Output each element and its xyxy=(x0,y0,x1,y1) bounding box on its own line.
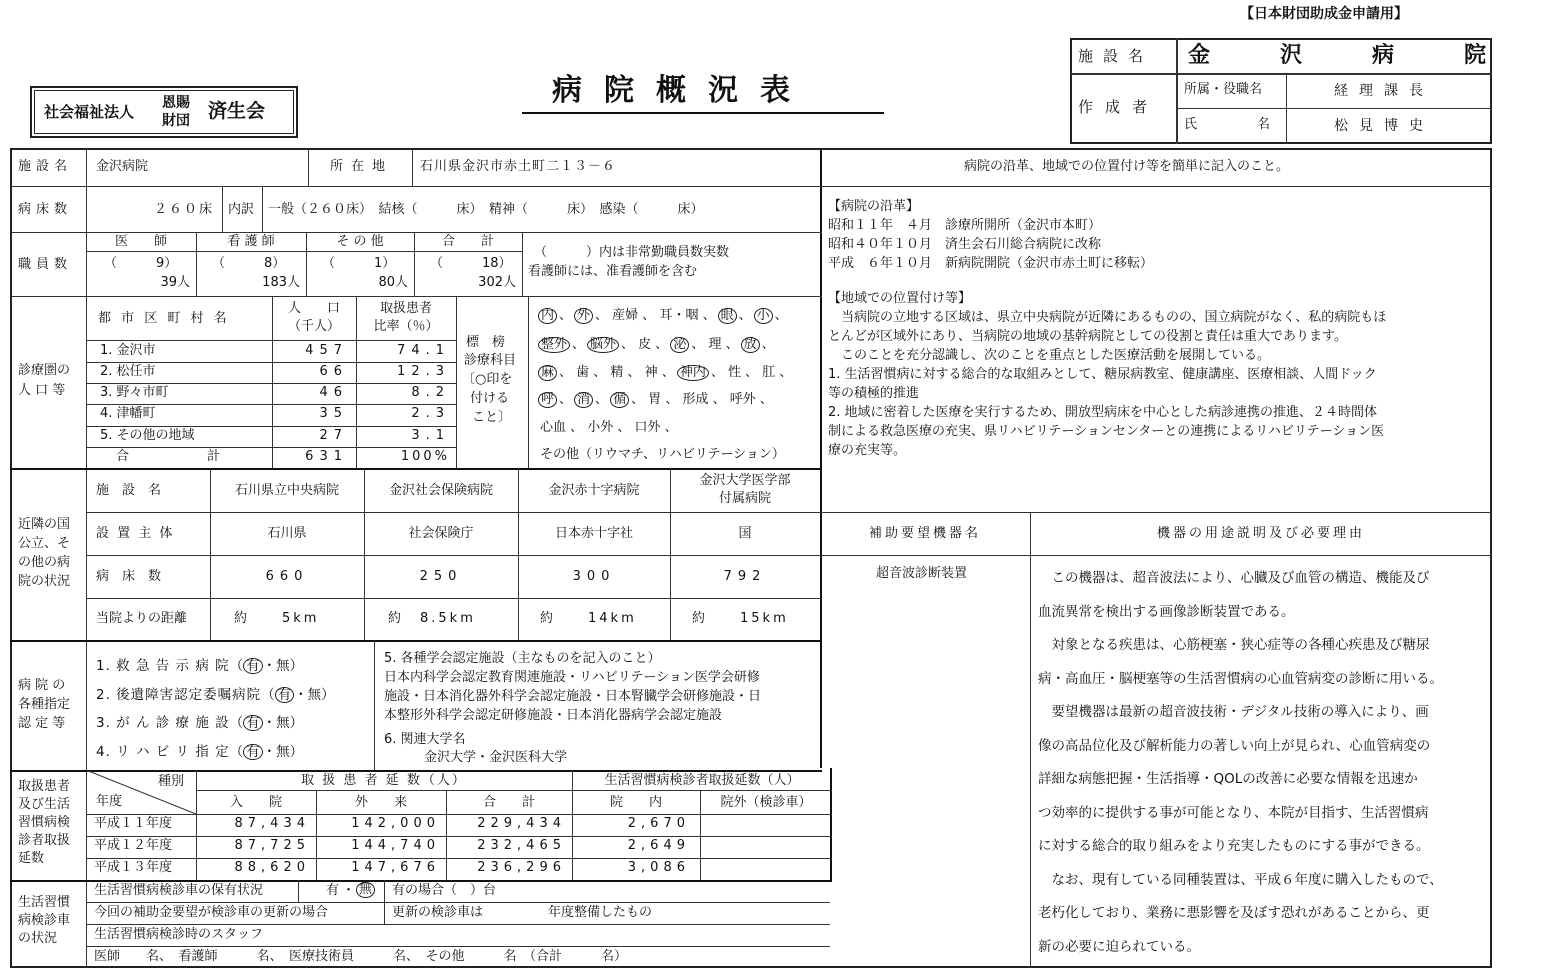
pop-row-ratio: 8.2 xyxy=(411,385,450,400)
staff-fulltime-other: 80人 xyxy=(378,275,408,290)
equipment-reason-line: 対象となる疾患は、心筋梗塞・狭心症等の各種心疾患及び糖尿 xyxy=(1038,637,1430,653)
vehicle-staff-label: 生活習慣病検診時のスタッフ xyxy=(94,927,264,942)
circled-department: 小 xyxy=(754,308,773,324)
org-mid-1: 恩賜 xyxy=(162,95,190,111)
history-title: 【病院の沿革】 xyxy=(828,199,920,214)
pop-row-name: 4. 津幡町 xyxy=(100,406,156,421)
department-text: 、 xyxy=(761,337,775,352)
department-text: 、 xyxy=(559,308,573,323)
dept-line-4 xyxy=(538,392,775,408)
cert-item: 1. 救 急 告 示 病 院（ 有 ・無） xyxy=(96,658,304,674)
neighbors-label: 院の状況 xyxy=(18,574,71,589)
position-line: 制による救急医療の充実、県リハビリテーションセンターとの連携によるリハビリテーション医 xyxy=(828,424,1385,439)
neighbor-beds: 792 xyxy=(723,569,767,584)
patients-label: 診者取扱 xyxy=(18,833,71,848)
page-title: 病院概況表 xyxy=(552,73,812,108)
dept-line-2 xyxy=(538,337,777,353)
cert-yes: 有 xyxy=(275,687,295,703)
beds-breakdown: 一般（２６０床） 結核（ 床） 精神（ 床） 感染（ 床） xyxy=(268,202,704,217)
circled-department: 呼 xyxy=(538,392,557,408)
address-value: 石川県金沢市赤土町二１３－６ xyxy=(420,159,617,174)
org-mid-2: 財団 xyxy=(162,113,190,129)
org-name: 済生会 xyxy=(208,100,266,122)
patients-label: 延数 xyxy=(18,851,45,866)
info-facility-label: 施設名 xyxy=(1078,47,1154,65)
circled-department: 神内 xyxy=(677,365,709,381)
pop-row-pop: 66 xyxy=(319,364,348,379)
society-line: 本整形外科学会認定研修施設・日本消化器病学会認定施設 xyxy=(384,708,723,723)
department-text: 、 理 、 xyxy=(691,337,739,352)
position-title: 【地域での位置付け等】 xyxy=(828,291,972,306)
facility-value: 金沢病院 xyxy=(96,159,149,174)
equipment-reason-line: 新の必要に迫られている。 xyxy=(1038,938,1200,955)
cert-item: 3. が ん 診 療 施 設（ 有 ・無） xyxy=(96,715,304,731)
neighbor-dist: 約 8.5km xyxy=(388,611,476,626)
staff-header-total: 合 計 xyxy=(441,234,494,249)
vehicle-own-no-wrap xyxy=(356,882,375,898)
pop-col-area: 都 市 区 町 村 名 xyxy=(98,311,230,326)
patients-inside: 2,670 xyxy=(627,816,690,831)
neighbor-beds: 250 xyxy=(419,569,463,584)
circled-department: 放 xyxy=(741,337,760,353)
vehicle-own-dot: ・ xyxy=(342,883,356,898)
pop-col-pop-1: 人 口 xyxy=(287,301,340,316)
info-dept-label: 所属・役職名 xyxy=(1184,82,1263,97)
history-instruction: 病院の沿革、地域での位置付け等を簡単に記入のこと。 xyxy=(964,159,1290,174)
circled-department: 眼 xyxy=(718,308,737,324)
dept-label-3: 〔○印を xyxy=(462,372,513,387)
neighbor-owner: 社会保険庁 xyxy=(408,526,474,541)
circled-department: 循 xyxy=(610,392,629,408)
department-text: 、 xyxy=(595,392,609,407)
staff-label: 職員数 xyxy=(18,257,73,272)
vehicle-own-label: 生活習慣病検診車の保有状況 xyxy=(94,883,264,898)
neighbors-label: 近隣の国 xyxy=(18,517,71,532)
patients-total: 232,465 xyxy=(477,838,566,853)
address-label: 所在地 xyxy=(330,159,394,174)
vehicle-renew-label: 今回の補助金要望が検診車の更新の場合 xyxy=(94,905,329,920)
vehicle-label: の状況 xyxy=(18,931,58,946)
position-line: 等の積極的推進 xyxy=(828,386,920,401)
pop-row-pop: 27 xyxy=(319,428,348,443)
patients-out: 142,000 xyxy=(351,816,440,831)
equipment-reason-line: この機器は、超音波法により、心臓及び血管の構造、機能及び xyxy=(1038,570,1430,586)
pop-col-ratio-1: 取扱患者 xyxy=(379,301,432,316)
vehicle-staff-value: 医師 名、 看護師 名、 医療技術員 名、 その他 名 （合計 名） xyxy=(94,949,628,964)
history-line: 平成 ６年１０月 新病院開院（金沢市赤土町に移転） xyxy=(828,256,1154,271)
pop-row-ratio: 12.3 xyxy=(397,364,450,379)
equipment-reason-line: 血流異常を検出する画像診断装置である。 xyxy=(1038,603,1295,620)
circled-department: 泌 xyxy=(670,337,689,353)
equipment-reason-line: 像の高品位化及び解析能力の著しい向上が見られ、心血管病変の xyxy=(1038,737,1431,754)
department-text: 心血 、 小外 、 口外 、 xyxy=(540,420,678,435)
equipment-reason-line: 病・高血圧・脳梗塞等の生活習慣病の心血管病変の診断に用いる。 xyxy=(1038,670,1443,687)
neighbor-dist: 約 14km xyxy=(540,611,637,626)
beds-label: 病床数 xyxy=(18,202,73,217)
pop-col-ratio-2: 比率（％） xyxy=(373,319,439,334)
societies-title: 5. 各種学会認定施設（主なものを記入のこと） xyxy=(384,651,661,666)
patients-col-in: 入 院 xyxy=(229,795,282,810)
patients-col-outside: 院外（検診車） xyxy=(720,795,812,810)
patients-total: 229,434 xyxy=(477,816,566,831)
pop-row-ratio: 3.1 xyxy=(411,428,450,443)
patients-col-out: 外 来 xyxy=(354,795,407,810)
patients-out: 144,740 xyxy=(351,838,440,853)
cert-label: 病 院 の xyxy=(18,678,66,693)
history-line: 昭和４０年１０月 済生会石川総合病院に改称 xyxy=(828,237,1102,252)
cert-no: ・無） xyxy=(294,686,335,703)
cert-yes: 有 xyxy=(243,715,263,731)
cert-label: 各種指定 xyxy=(18,697,71,712)
staff-parttime-nurse: （ 8） xyxy=(212,256,286,271)
cert-item-label: 1. 救 急 告 示 病 院 xyxy=(96,658,230,674)
neighbor-name: 付属病院 xyxy=(718,491,771,506)
department-text: 、 歯 、 精 、 神 、 xyxy=(559,365,675,380)
patients-group-2: 生活習慣病検診者取扱延数（人） xyxy=(604,773,800,788)
neighbors-col-owner: 設 置 主 体 xyxy=(96,526,175,541)
pop-row-ratio: 2.3 xyxy=(411,406,450,421)
dept-line-3 xyxy=(538,365,794,381)
info-name-value: 松見博史 xyxy=(1334,118,1434,134)
patients-col-inside: 院 内 xyxy=(609,795,662,810)
pop-row-name: 5. その他の地域 xyxy=(100,428,195,443)
department-text: 、 性 、 肛 、 xyxy=(710,365,793,380)
patients-in: 87,434 xyxy=(234,816,310,831)
position-line: 当病院の立地する区域は、県立中央病院が近隣にあるものの、国立病院がなく、私的病院もほ xyxy=(828,310,1387,325)
staff-fulltime-nurse: 183人 xyxy=(262,275,300,290)
univ-value: 金沢大学・金沢医科大学 xyxy=(424,750,568,765)
dept-label-2: 診療科目 xyxy=(464,353,517,368)
neighbor-name: 石川県立中央病院 xyxy=(234,483,339,498)
vehicle-own-yes: 有 xyxy=(326,883,340,898)
staff-parttime-doctor: （ 9） xyxy=(104,256,178,271)
neighbors-col-name: 施 設 名 xyxy=(96,483,162,498)
dept-line-5 xyxy=(538,421,680,436)
history-line: 昭和１１年 ４月 診療所開所（金沢市本町） xyxy=(828,218,1102,233)
staff-header-other: そ の 他 xyxy=(336,234,384,249)
neighbor-owner: 日本赤十字社 xyxy=(554,526,633,541)
patients-year: 平成１１年度 xyxy=(94,816,173,831)
patients-in: 88,620 xyxy=(234,860,310,875)
info-dept-value: 経理課長 xyxy=(1334,83,1434,99)
cert-no: ・無） xyxy=(262,715,304,731)
beds-breakdown-label: 内訳 xyxy=(228,202,255,217)
position-line: 1. 生活習慣病に対する総合的な取組みとして、糖尿病教室、健康講座、医療相談、人間ドック xyxy=(828,367,1377,382)
staff-header-nurse: 看 護 師 xyxy=(227,234,275,249)
pop-row-name: 2. 松任市 xyxy=(100,364,156,379)
equipment-reason-line: 老朽化しており、業務に悪影響を及ぼす恐れがあることから、更 xyxy=(1038,905,1430,921)
equipment-col-reason: 機器の用途説明及び必要理由 xyxy=(1156,526,1365,541)
neighbor-dist: 約 5km xyxy=(234,611,320,626)
patients-inside: 3,086 xyxy=(627,860,690,875)
equipment-reason-line: なお、現有している同種装置は、平成６年度に購入したもので、 xyxy=(1038,871,1443,888)
vehicle-own-no: 無 xyxy=(356,882,375,898)
cert-no: ・無） xyxy=(262,658,304,674)
neighbor-beds: 300 xyxy=(572,569,616,584)
neighbors-col-beds: 病 床 数 xyxy=(96,569,162,584)
pop-total-ratio: 100% xyxy=(400,449,450,464)
staff-parttime-other: （ 1） xyxy=(322,256,396,271)
vehicle-own-count: 有の場合（ ）台 xyxy=(392,883,497,898)
cert-yes: 有 xyxy=(243,744,263,760)
cert-no: ・無） xyxy=(262,743,304,760)
dept-label-4: 付ける xyxy=(470,391,510,406)
pop-total-label: 合 計 xyxy=(116,449,221,464)
equipment-reason-line: 詳細な病態把握・生活指導・QOLの改善に必要な情報を迅速か xyxy=(1038,771,1418,787)
beds-value: ２６０床 xyxy=(154,202,215,217)
neighbors-label: 公立、そ xyxy=(18,536,71,551)
patients-label: 取扱患者 xyxy=(18,779,71,794)
dept-label-5: こと〕 xyxy=(472,410,512,425)
pop-row-name: 3. 野々市町 xyxy=(100,385,169,400)
department-text: 、 xyxy=(559,392,573,407)
equipment-reason-line: に対する総合的取り組みをより充実したものにする事ができる。 xyxy=(1038,838,1430,854)
staff-parttime-total: （ 18） xyxy=(430,256,512,271)
patients-year: 平成１２年度 xyxy=(94,838,173,853)
department-text: その他（リウマチ、リハビリテーション） xyxy=(540,447,785,462)
department-text: 、 xyxy=(738,308,752,323)
title-underline xyxy=(522,112,884,114)
staff-fulltime-doctor: 39人 xyxy=(160,275,190,290)
neighbors-col-dist: 当院よりの距離 xyxy=(96,611,188,626)
univ-title: 6. 関連大学名 xyxy=(384,732,466,747)
pop-row-pop: 46 xyxy=(319,385,348,400)
neighbor-owner: 石川県 xyxy=(267,526,307,541)
department-text: 、 xyxy=(774,308,788,323)
staff-note-1: （ ）内は非常勤職員数実数 xyxy=(534,245,730,260)
patients-in: 87,725 xyxy=(234,838,310,853)
neighbor-name: 金沢大学医学部 xyxy=(699,473,791,488)
cert-item-label: 3. が ん 診 療 施 設 xyxy=(96,715,230,731)
pop-row-ratio: 74.1 xyxy=(397,343,450,358)
info-author-label: 作成者 xyxy=(1078,98,1160,116)
patients-out: 147,676 xyxy=(351,860,440,875)
patients-year: 平成１３年度 xyxy=(94,860,173,875)
neighbor-dist: 約 15km xyxy=(692,611,789,626)
application-tag: 【日本財団助成金申請用】 xyxy=(1240,6,1408,22)
equipment-reason-line: つ効率的に提供する事が可能となり、本院が目指す、生活習慣病 xyxy=(1038,804,1429,821)
position-line: このことを充分認識し、次のことを重点とした医療活動を展開している。 xyxy=(828,348,1271,363)
pop-row-pop: 457 xyxy=(305,343,348,358)
patients-col-total: 合 計 xyxy=(482,795,535,810)
staff-fulltime-total: 302人 xyxy=(478,275,516,290)
department-text: 、 xyxy=(572,337,586,352)
population-label-1: 診療圏の xyxy=(18,363,71,378)
patients-group-1: 取 扱 患 者 延 数（人） xyxy=(301,773,467,788)
society-line: 施設・日本消化器外科学会認定施設・日本腎臓学会研修施設・日 xyxy=(384,689,762,704)
dept-label-1: 標 榜 xyxy=(466,335,506,350)
vehicle-label: 生活習慣 xyxy=(18,895,71,910)
circled-department: 整外 xyxy=(538,337,570,353)
neighbor-beds: 660 xyxy=(265,569,309,584)
org-prefix: 社会福祉法人 xyxy=(44,103,135,121)
patients-type-label: 種別 xyxy=(158,774,185,789)
dept-line-6 xyxy=(538,448,787,463)
patients-inside: 2,649 xyxy=(627,838,690,853)
pop-total-pop: 631 xyxy=(305,449,348,464)
info-name-label: 氏名 xyxy=(1184,117,1331,132)
dept-line-1 xyxy=(538,308,790,324)
population-label-2: 人 口 等 xyxy=(18,383,66,398)
patients-year-label: 年度 xyxy=(96,794,123,809)
pop-row-pop: 35 xyxy=(319,406,348,421)
circled-department: 外 xyxy=(574,308,593,324)
cert-item: 2. 後遺障害認定委嘱病院（ 有 ・無） xyxy=(96,686,335,703)
patients-label: 習慣病検 xyxy=(18,815,71,830)
equipment-col-name: 補助要望機器名 xyxy=(868,526,981,541)
department-text: 、 胃 、 形成 、 呼外 、 xyxy=(631,392,773,407)
position-line: とんどが区域外にあり、当病院の地域の基幹病院としての役割と責任は重大であります。 xyxy=(828,329,1347,344)
position-line: 療の充実等。 xyxy=(828,443,907,458)
staff-header-doctor: 医 師 xyxy=(114,234,167,249)
cert-yes: 有 xyxy=(243,658,263,674)
equipment-name: 超音波診断装置 xyxy=(876,566,968,581)
cert-item-label: 2. 後遺障害認定委嘱病院 xyxy=(96,686,262,703)
vehicle-renew-value: 更新の検診車は 年度整備したもの xyxy=(392,905,653,920)
position-line: 2. 地域に密着した医療を実行するため、開放型病床を中心とした病診連携の推進、２４時間体 xyxy=(828,405,1378,420)
vehicle-label: 病検診車 xyxy=(18,913,71,928)
cert-label: 認 定 等 xyxy=(18,716,66,731)
circled-department: 脳外 xyxy=(587,337,619,353)
cert-item: 4. リ ハ ビ リ 指 定（ 有 ・無） xyxy=(96,743,304,760)
neighbor-name: 金沢赤十字病院 xyxy=(548,483,640,498)
neighbor-name: 金沢社会保険病院 xyxy=(388,483,493,498)
circled-department: 内 xyxy=(538,308,557,324)
neighbors-label: の他の病 xyxy=(18,555,71,570)
staff-note-2: 看護師には、准看護師を含む xyxy=(528,264,698,279)
pop-col-pop-2: （千人） xyxy=(287,319,340,334)
info-facility-value: 金沢病院 xyxy=(1188,43,1556,68)
society-line: 日本内科学会認定教育関連施設・リハビリテーション医学会研修 xyxy=(384,670,760,685)
neighbor-owner: 国 xyxy=(738,526,752,541)
equipment-reason-line: 要望機器は最新の超音波技術・デジタル技術の導入により、画 xyxy=(1038,704,1429,720)
pop-row-name: 1. 金沢市 xyxy=(100,343,156,358)
cert-item-label: 4. リ ハ ビ リ 指 定 xyxy=(96,743,230,760)
department-text: 、 皮 、 xyxy=(621,337,669,352)
patients-total: 236,296 xyxy=(477,860,566,875)
circled-department: 消 xyxy=(574,392,593,408)
patients-label: 及び生活 xyxy=(18,797,71,812)
facility-label: 施設名 xyxy=(18,159,73,174)
circled-department: 麻 xyxy=(538,365,557,381)
department-text: 、 産婦 、 耳・咽 、 xyxy=(595,308,716,323)
